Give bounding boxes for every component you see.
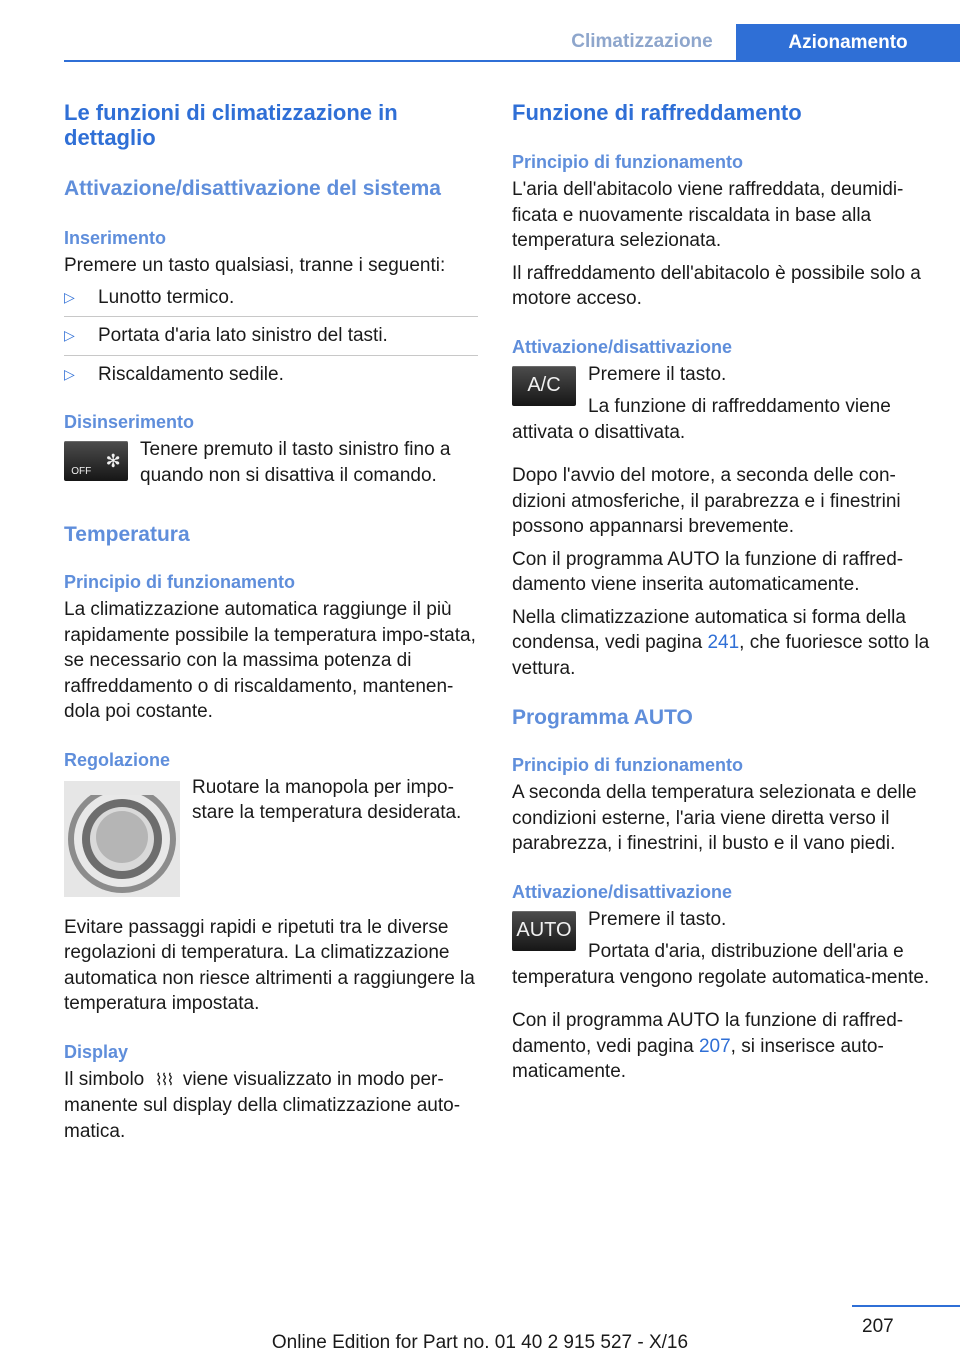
triangle-bullet-icon: ▷ <box>64 365 75 382</box>
footer-rule <box>852 1305 960 1307</box>
auto-press-text: Premere il tasto. <box>588 908 727 930</box>
page-link-241[interactable]: 241 <box>707 632 740 653</box>
page-link-207[interactable]: 207 <box>698 1035 731 1057</box>
cool-paragraph-1: L'aria dell'abitacolo viene raffreddata, deumidi-ficata e nuovamente riscaldata in base alla temperatura selezionata. <box>512 179 904 251</box>
cooling-symbol-icon: ⌇⌇⌇ <box>154 1071 173 1089</box>
triangle-bullet-icon: ▷ <box>64 327 75 343</box>
triangle-bullet-icon: ▷ <box>64 288 75 305</box>
heading-temperature: Temperatura <box>64 523 190 546</box>
cool-paragraph-3: Dopo l'avvio del motore, a seconda delle con-dizioni atmosferiche, il parabrezza e i finestrini possono appannarsi brevemente. <box>512 465 901 537</box>
off-block <box>64 437 478 488</box>
heading-auto-toggle: Attivazione/disattivazione <box>512 881 733 902</box>
rotary-knob-icon <box>64 781 180 897</box>
ac-button-image: A/C <box>512 366 576 406</box>
regulation-block <box>64 775 478 901</box>
heading-off: Disinserimento <box>64 412 195 432</box>
auto-paragraph-1: A seconda della temperatura selezionata e delle condizioni esterne, l'aria viene diretta verso il parabrezza, i finestrini, il busto e il vano piedi. <box>512 782 917 854</box>
auto-button-image: AUTO <box>512 911 576 951</box>
section-title: Le funzioni di climatizzazione in dettaglio <box>64 100 398 150</box>
auto-result-text: Portata d'aria, distribuzione dell'aria e temperatura vengono regolate automatica-mente. <box>512 941 930 988</box>
regulation-text: Ruotare la manopola per impo-stare la temperatura desiderata. <box>192 776 462 823</box>
heading-cool-principle: Principio di funzionamento <box>512 152 743 172</box>
cool-paragraph-5: Nella climatizzazione automatica si forma della condensa, vedi pagina 241, che fuoriesce sotto la vettura. <box>512 606 930 679</box>
temperature-knob-image <box>64 781 180 897</box>
regulation-note: Evitare passaggi rapidi e ripetuti tra le diverse regolazioni di temperatura. La climatizzazione automatica non riesce altrimenti a raggiungere la temperatura impostata. <box>64 916 475 1014</box>
cool-paragraph-4: Con il programma AUTO la funzione di raffred-damento viene inserita automaticamente. <box>512 548 904 595</box>
display-text: Il simbolo ⌇⌇⌇ viene visualizzato in modo per-manente sul display della climatizzazione auto-matica. <box>64 1068 461 1142</box>
temp-principle-text: La climatizzazione automatica raggiunge il più rapidamente possibile la temperatura impo-stata, se necessario con la massima potenza di raffreddamento o di riscaldamento, mantenen-dola poi costante. <box>64 599 476 722</box>
off-fan-button-image <box>64 441 128 481</box>
right-column <box>512 100 930 1085</box>
exception-list <box>64 285 478 388</box>
list-item: ▷ Riscaldamento sedile. <box>64 362 478 388</box>
heading-regulation: Regolazione <box>64 749 171 770</box>
heading-on: Inserimento <box>64 228 167 248</box>
heading-activation: Attivazione/disattivazione del sistema <box>64 177 441 200</box>
left-column <box>64 100 478 1144</box>
cool-press-text: Premere il tasto. <box>588 363 727 385</box>
header-rule <box>64 60 960 62</box>
fan-icon: ✻ <box>105 450 121 471</box>
heading-cool-toggle: Attivazione/disattivazione <box>512 336 733 357</box>
ac-block <box>512 362 930 446</box>
auto-paragraph-2: Con il programma AUTO la funzione di raffred-damento, vedi pagina 207, si inserisce auto-maticamente. <box>512 1010 904 1082</box>
header-chapter-tab: Azionamento <box>736 24 960 62</box>
off-text: Tenere premuto il tasto sinistro fino a quando non si disattiva il comando. <box>140 439 451 486</box>
heading-cooling: Funzione di raffreddamento <box>512 100 802 125</box>
edition-text: Online Edition for Part no. 01 40 2 915 527 - X/16 <box>271 1332 689 1353</box>
header-section: Climatizzazione <box>571 31 713 52</box>
cool-paragraph-2: Il raffreddamento dell'abitacolo è possibile solo a motore acceso. <box>512 262 921 309</box>
list-item: ▷ Portata d'aria lato sinistro del tasti. <box>64 323 478 349</box>
heading-auto-principle: Principio di funzionamento <box>512 755 743 775</box>
on-text: Premere un tasto qualsiasi, tranne i seguenti: <box>64 255 446 276</box>
list-item: ▷ Lunotto termico. <box>64 285 478 311</box>
heading-temp-principle: Principio di funzionamento <box>64 572 295 592</box>
cool-result-text: La funzione di raffreddamento viene attivata o disattivata. <box>512 396 891 443</box>
page-number: 207 <box>862 1316 894 1337</box>
heading-auto: Programma AUTO <box>512 706 693 729</box>
heading-display: Display <box>64 1041 129 1062</box>
off-label: OFF <box>71 466 92 477</box>
auto-block <box>512 907 930 991</box>
